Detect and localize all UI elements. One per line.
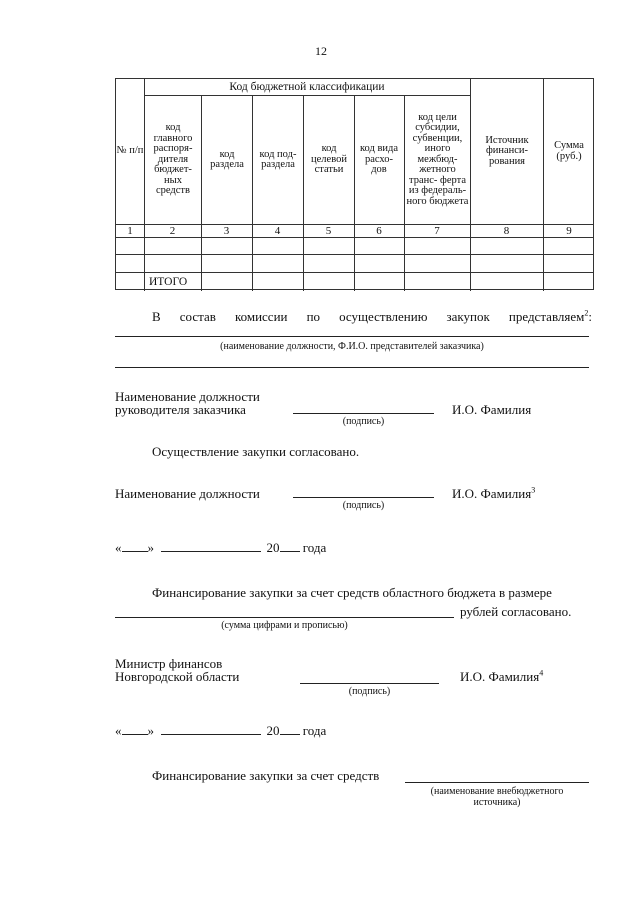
sign2-position: Наименование должности xyxy=(115,486,260,501)
col-number: 9 xyxy=(566,225,572,237)
col-number: 8 xyxy=(503,225,510,237)
finance-sentence: Финансирование закупки за счет средств областного бюджета в размере xyxy=(152,585,552,600)
sign2-caption: (подпись) xyxy=(342,500,385,511)
header-sum: Сумма (руб.) xyxy=(554,140,584,162)
extra-caption-1: (наименование внебюджетного xyxy=(430,786,564,797)
sign1-caption: (подпись) xyxy=(342,416,385,427)
col-number: 1 xyxy=(127,225,133,237)
date1-year-prefix: 20 xyxy=(266,540,280,555)
sign1-position-line2: руководителя заказчика xyxy=(115,402,246,417)
header-funding-source: Источник финанси- рования xyxy=(485,134,529,167)
finance-caption: (сумма цифрами и прописью) xyxy=(221,620,348,631)
sign3-position-line2: Новгородской области xyxy=(115,669,240,684)
commission-colon: : xyxy=(588,309,592,324)
col-number: 6 xyxy=(376,225,382,237)
date2-suffix: года xyxy=(302,723,327,738)
total-label: ИТОГО xyxy=(149,276,188,288)
date-line-2 xyxy=(115,723,345,738)
sign2-name-wrap xyxy=(452,486,535,501)
header-subsection: код под- раздела xyxy=(259,148,297,170)
extra-caption-2: источника) xyxy=(473,797,521,808)
date2-close-quote: » xyxy=(147,723,154,738)
header-number: № п/п xyxy=(116,145,144,157)
col-number: 3 xyxy=(223,225,230,237)
header-main-manager: код главного распоря- дителя бюджет- ных средств xyxy=(153,122,193,197)
header-subsidy-purpose: код цели субсидии, субвенции, иного межбюд- жетного транс- ферта из федераль- ного бюджета xyxy=(406,111,469,207)
col-number: 4 xyxy=(274,225,281,237)
footnote-3: 3 xyxy=(531,485,536,495)
group-header: Код бюджетной классификации xyxy=(229,80,385,93)
sign1-name: И.О. Фамилия xyxy=(452,402,532,417)
header-target-article: код целевой статьи xyxy=(311,143,347,176)
budget-table xyxy=(115,78,594,290)
col-number: 5 xyxy=(325,225,332,237)
col-number: 2 xyxy=(169,225,176,237)
sign3-position-line1: Министр финансов xyxy=(115,656,223,671)
sign1-position-line1: Наименование должности xyxy=(115,389,260,404)
finance-tail: рублей согласовано. xyxy=(460,604,572,619)
commission-sentence xyxy=(152,309,592,324)
date2-open-quote: « xyxy=(115,723,122,738)
header-section: код раздела xyxy=(210,148,244,170)
sign3-name: И.О. Фамилия xyxy=(460,669,540,684)
representatives-caption: (наименование должности, Ф.И.О. представителей заказчика) xyxy=(220,341,484,352)
date1-close-quote: » xyxy=(147,540,154,555)
commission-text: В состав комиссии по осуществлению закупок представляем xyxy=(152,309,585,324)
footnote-4: 4 xyxy=(539,668,544,678)
sign3-name-wrap xyxy=(460,669,543,684)
agreed-text: Осуществление закупки согласовано. xyxy=(152,444,360,459)
page-number: 12 xyxy=(315,44,327,58)
date1-open-quote: « xyxy=(115,540,122,555)
sign3-caption: (подпись) xyxy=(348,686,391,697)
extra-sentence: Финансирование закупки за счет средств xyxy=(152,768,380,783)
date2-year-prefix: 20 xyxy=(266,723,280,738)
date-line-1 xyxy=(115,540,335,555)
footnote-2: 2 xyxy=(584,308,589,318)
sign2-name: И.О. Фамилия xyxy=(452,486,532,501)
col-number: 7 xyxy=(434,225,440,237)
header-expense-type: код вида расхо- дов xyxy=(359,143,399,176)
date1-suffix: года xyxy=(302,540,327,555)
